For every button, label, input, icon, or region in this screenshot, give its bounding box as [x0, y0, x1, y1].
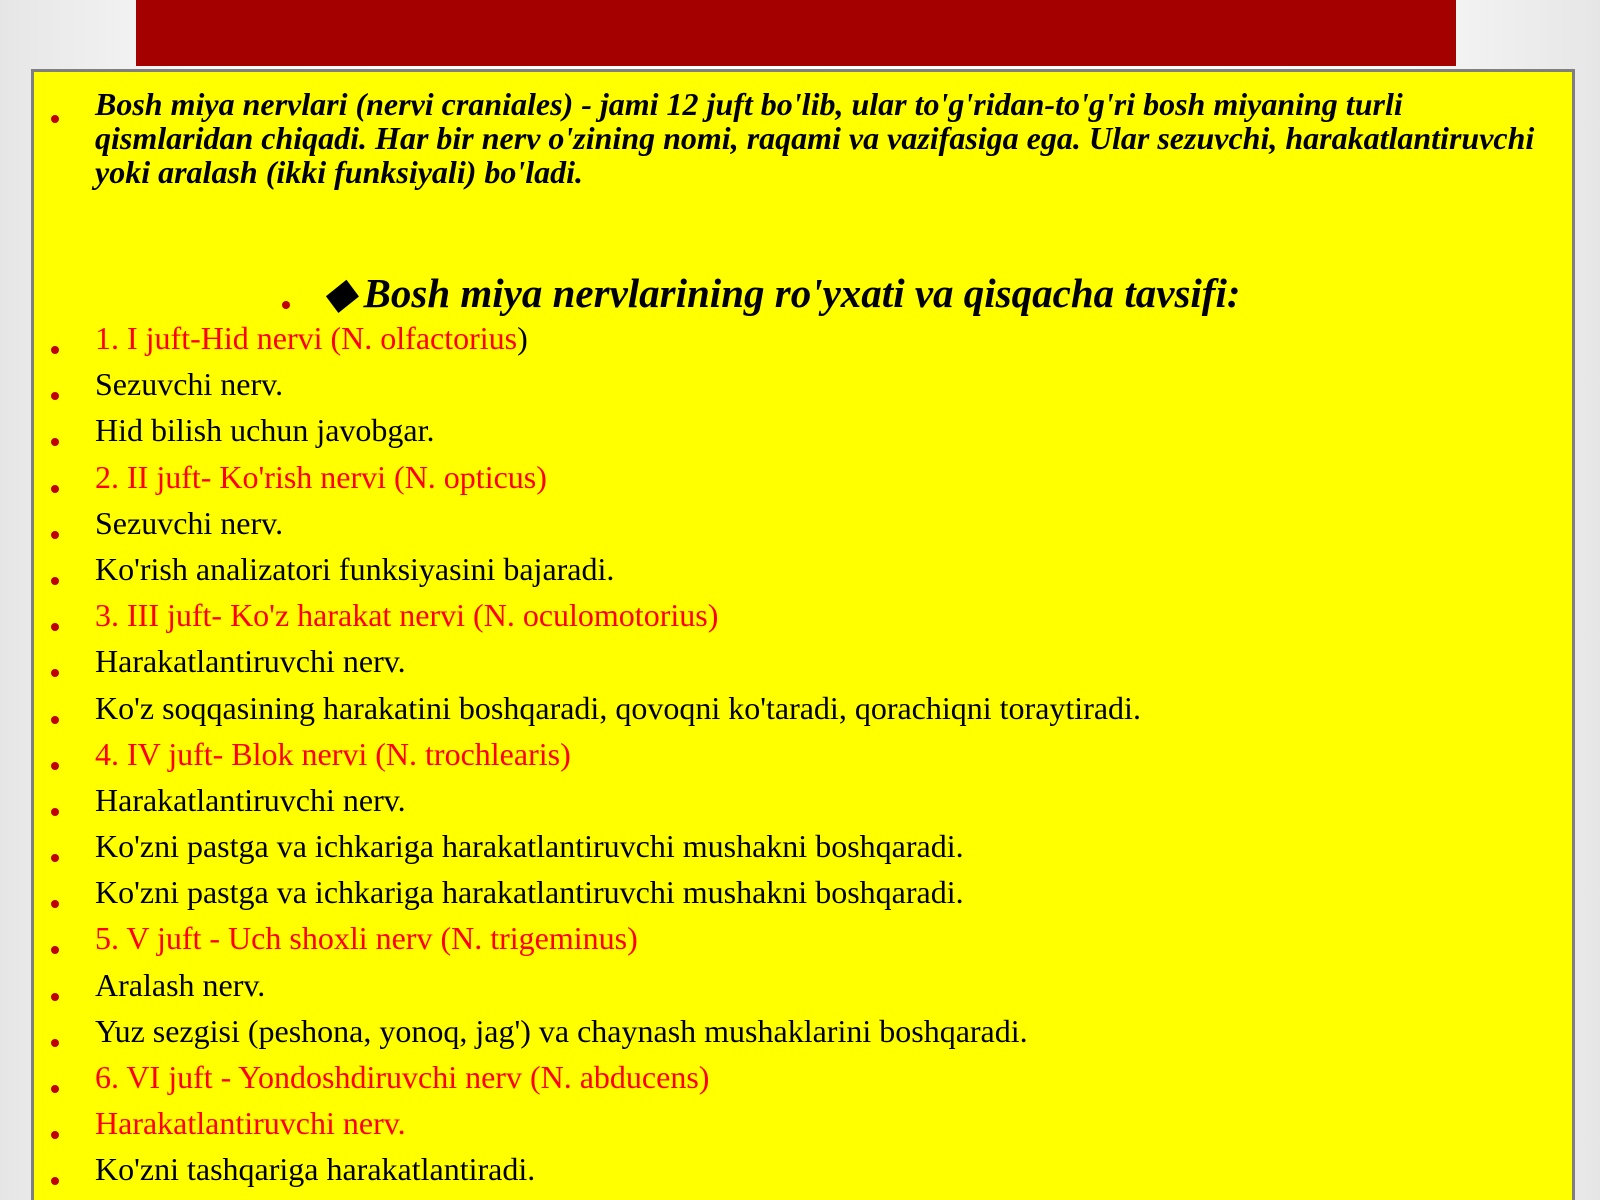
list-item	[34, 780, 1572, 826]
list-item-content	[95, 364, 283, 404]
list-item-content	[95, 1057, 709, 1097]
list-item-text: Ko'zni pastga va ichkariga harakatlantiruvchi mushakni boshqaradi.	[95, 874, 964, 911]
list-item	[34, 918, 1572, 964]
list-item-content	[95, 1103, 406, 1143]
list-item-text: Ko'rish analizatori funksiyasini bajaradi.	[95, 550, 615, 587]
bullet-icon	[51, 577, 59, 585]
list-item	[34, 734, 1572, 780]
list-item-text: Ko'zni pastga va ichkariga harakatlantiruvchi mushakni boshqaradi.	[95, 828, 964, 865]
list-item	[34, 1057, 1572, 1103]
intro-bullet-icon	[51, 115, 59, 123]
list-item-text: Ko'zni tashqariga harakatlantiradi.	[95, 1151, 536, 1188]
list-item	[34, 872, 1572, 918]
list-item-text: Hid bilish uchun javobgar.	[95, 412, 435, 449]
list-item-content	[95, 549, 614, 589]
section-heading	[324, 268, 1241, 318]
list-item-content	[95, 826, 964, 866]
section-heading-text: Bosh miya nervlarining ro'yxati va qisqacha tavsifi:	[363, 270, 1241, 316]
list-item	[34, 364, 1572, 410]
list-item	[34, 457, 1572, 503]
list-item	[34, 1149, 1572, 1195]
bullet-icon	[51, 1177, 59, 1185]
intro-paragraph: Bosh miya nervlari (nervi craniales) - jami 12 juft bo'lib, ular to'g'ridan-to'g'ri bosh miyaning turli qismlaridan chiqadi. Har bir nerv o'zining nomi, raqami va vazifasiga ega. Ular sezuvchi, harakatlantiruvchi yoki aralash (ikki funksiyali) bo'ladi.	[95, 86, 1535, 190]
list-item-text: Sezuvchi nerv.	[95, 366, 284, 403]
bullet-icon	[51, 485, 59, 493]
slide-content-panel	[31, 69, 1575, 1200]
list-item-content	[95, 780, 406, 820]
list-item	[34, 410, 1572, 456]
list-item-text: 4. IV juft- Blok nervi (N. trochlearis)	[95, 735, 571, 772]
list-item-text: Yuz sezgisi (peshona, yonoq, jag') va chaynash mushaklarini boshqaradi.	[95, 1012, 1028, 1049]
list-item-content	[95, 410, 435, 450]
list-item-content	[95, 918, 638, 958]
list-item-content	[95, 734, 571, 774]
list-item-suffix: )	[517, 320, 528, 356]
bullet-icon	[51, 346, 59, 354]
bullet-icon	[51, 623, 59, 631]
bullet-icon	[51, 716, 59, 724]
list-item-text: 3. III juft- Ko'z harakat nervi (N. oculomotorius)	[95, 597, 719, 634]
list-item	[34, 318, 1572, 364]
list-item	[34, 1011, 1572, 1057]
heading-bullet-icon	[282, 301, 290, 309]
list-item-text: Ko'z soqqasining harakatini boshqaradi, qovoqni ko'taradi, qorachiqni toraytiradi.	[95, 689, 1141, 726]
list-item-text: Harakatlantiruvchi nerv.	[95, 781, 406, 818]
list-item-text: Harakatlantiruvchi nerv.	[95, 643, 406, 680]
bullet-icon	[51, 946, 59, 954]
bullet-icon	[51, 762, 59, 770]
bullet-icon	[51, 1039, 59, 1047]
list-item-text: 5. V juft - Uch shoxli nerv (N. trigeminus)	[95, 920, 638, 957]
list-item-text: Harakatlantiruvchi nerv.	[95, 1105, 406, 1142]
list-item-content	[95, 318, 528, 358]
bullet-icon	[51, 531, 59, 539]
bullet-icon	[51, 392, 59, 400]
list-item-content	[95, 965, 265, 1005]
list-item-text: Aralash nerv.	[95, 966, 266, 1003]
bullet-icon	[51, 993, 59, 1001]
list-item-content	[95, 872, 964, 912]
list-item	[34, 549, 1572, 595]
list-item-content	[95, 688, 1141, 728]
bullet-icon	[51, 438, 59, 446]
list-item	[34, 826, 1572, 872]
list-item-text: Sezuvchi nerv.	[95, 504, 284, 541]
nerve-list	[34, 318, 1572, 1196]
list-item	[34, 595, 1572, 641]
bullet-icon	[51, 900, 59, 908]
list-item-content	[95, 595, 718, 635]
list-item	[34, 688, 1572, 734]
list-item-content	[95, 503, 283, 543]
bullet-icon	[51, 1131, 59, 1139]
list-item-content	[95, 1149, 535, 1189]
list-item-content	[95, 1011, 1028, 1051]
list-item	[34, 1103, 1572, 1149]
list-item	[34, 641, 1572, 687]
slide-header-bar	[136, 0, 1456, 66]
bullet-icon	[51, 1085, 59, 1093]
list-item-text: 1. I juft-Hid nervi (N. olfactorius	[95, 320, 518, 356]
list-item	[34, 503, 1572, 549]
list-item-content	[95, 641, 406, 681]
diamond-icon: ◆	[324, 270, 356, 316]
list-item	[34, 965, 1572, 1011]
bullet-icon	[51, 808, 59, 816]
bullet-icon	[51, 854, 59, 862]
list-item-text: 2. II juft- Ko'rish nervi (N. opticus)	[95, 458, 547, 495]
bullet-icon	[51, 669, 59, 677]
list-item-text: 6. VI juft - Yondoshdiruvchi nerv (N. abducens)	[95, 1059, 710, 1095]
list-item-content	[95, 457, 547, 497]
